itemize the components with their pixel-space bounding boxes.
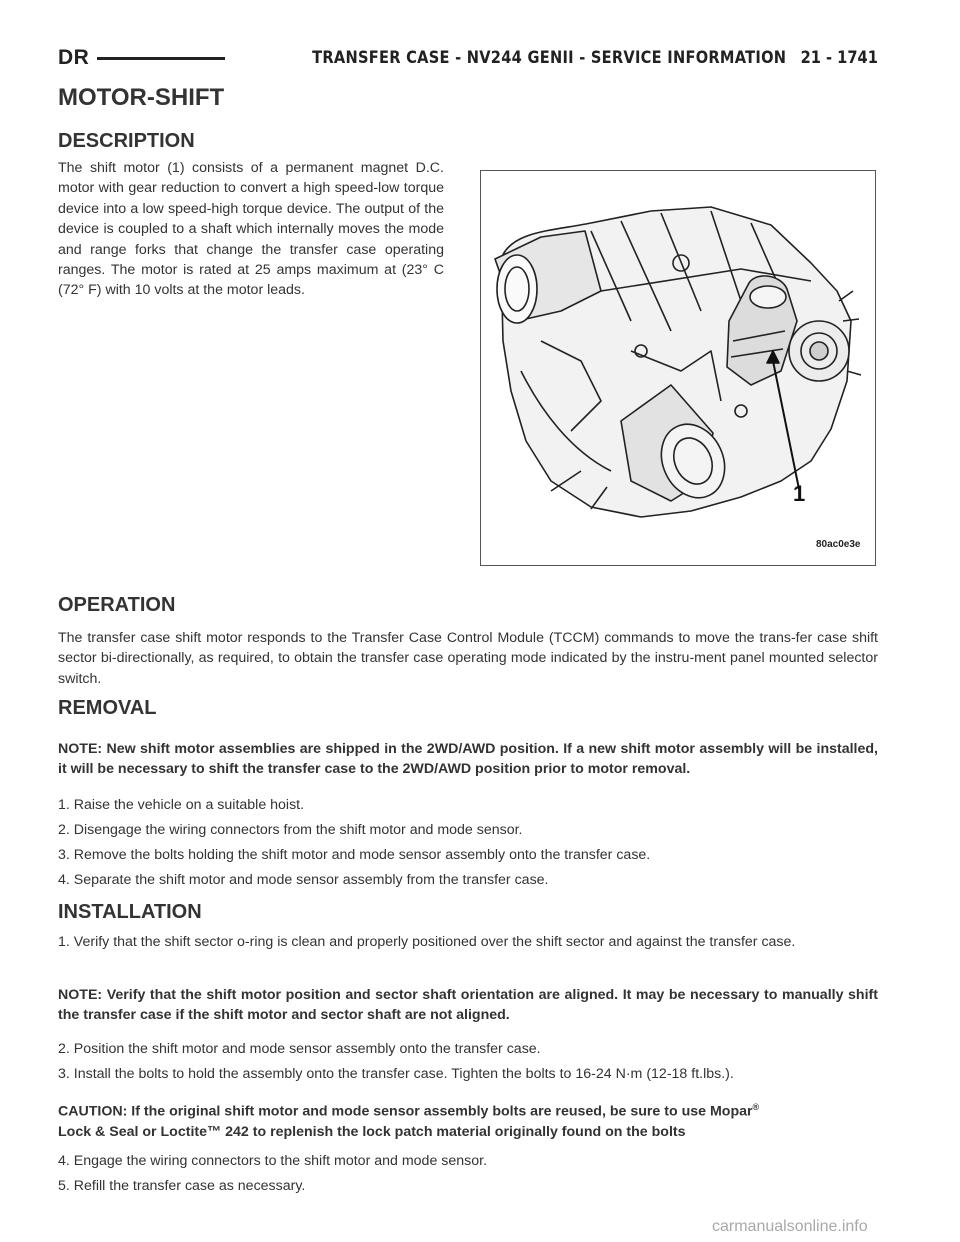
- installation-step-3: 3. Install the bolts to hold the assembly onto the transfer case. Tighten the bolts to 16-24 N·m (12-18 ft.lbs.).: [58, 1066, 734, 1082]
- description-text: The shift motor (1) consists of a permanent magnet D.C. motor with gear reduction to convert a high speed-low torque device into a low speed-high torque device. The output of the device is coupled to a shaft which internally moves the mode and range forks that change the transfer case operating ranges. The motor is rated at 25 amps maximum at (23° C (72° F) with 10 volts at the motor leads.: [58, 160, 444, 299]
- installation-step-5: 5. Refill the transfer case as necessary.: [58, 1178, 306, 1194]
- operation-heading: OPERATION: [58, 594, 176, 616]
- removal-heading: REMOVAL: [58, 697, 157, 719]
- installation-heading: INSTALLATION: [58, 901, 202, 923]
- removal-step: 4. Separate the shift motor and mode sensor assembly from the transfer case.: [58, 872, 549, 888]
- installation-step-1: 1. Verify that the shift sector o-ring is clean and properly positioned over the shift sector and against the transfer case.: [58, 934, 796, 950]
- header-rule: [97, 57, 225, 60]
- site-watermark: carmanualsonline.info: [712, 1218, 868, 1235]
- description-heading: DESCRIPTION: [58, 130, 195, 152]
- installation-step-4: 4. Engage the wiring connectors to the shift motor and mode sensor.: [58, 1153, 488, 1169]
- header-section-code: DR: [58, 46, 90, 69]
- header-page-number: 21 - 1741: [800, 48, 878, 68]
- page-header: [58, 44, 878, 72]
- removal-note: NOTE: New shift motor assemblies are shipped in the 2WD/AWD position. If a new shift motor assembly will be installed, it will be necessary to shift the transfer case to the 2WD/AWD position prior to motor removal.: [58, 741, 878, 778]
- removal-step: 1. Raise the vehicle on a suitable hoist.: [58, 797, 305, 813]
- installation-note: NOTE: Verify that the shift motor position and sector shaft orientation are aligned. It may be necessary to manually shift the transfer case if the shift motor and sector shaft are not aligned.: [58, 987, 878, 1024]
- registered-mark: ®: [752, 1102, 760, 1112]
- installation-step-2: 2. Position the shift motor and mode sensor assembly onto the transfer case.: [58, 1041, 541, 1057]
- caution-text-a: CAUTION: If the original shift motor and mode sensor assembly bolts are reused, be sure to use Mopar: [58, 1103, 753, 1120]
- installation-caution: [58, 1097, 878, 1143]
- figure-code: 80ac0e3e: [816, 539, 861, 550]
- header-title: TRANSFER CASE - NV244 GENII - SERVICE INFORMATION: [312, 48, 787, 68]
- page-title: MOTOR-SHIFT: [58, 84, 225, 111]
- shift-motor-figure: [480, 170, 876, 566]
- caution-text-b: Lock & Seal or Loctite™ 242 to replenish the lock patch material originally found on the bolts: [58, 1124, 686, 1141]
- removal-step: 2. Disengage the wiring connectors from the shift motor and mode sensor.: [58, 822, 523, 838]
- removal-step: 3. Remove the bolts holding the shift motor and mode sensor assembly onto the transfer case.: [58, 847, 651, 863]
- transfer-case-illustration: [481, 171, 875, 565]
- figure-callout: 1: [793, 481, 806, 506]
- operation-text: The transfer case shift motor responds to the Transfer Case Control Module (TCCM) commands to move the trans-fer case shift sector bi-directionally, as required, to obtain the transfer case operating mode indicated by the instru-ment panel mounted selector switch.: [58, 630, 878, 687]
